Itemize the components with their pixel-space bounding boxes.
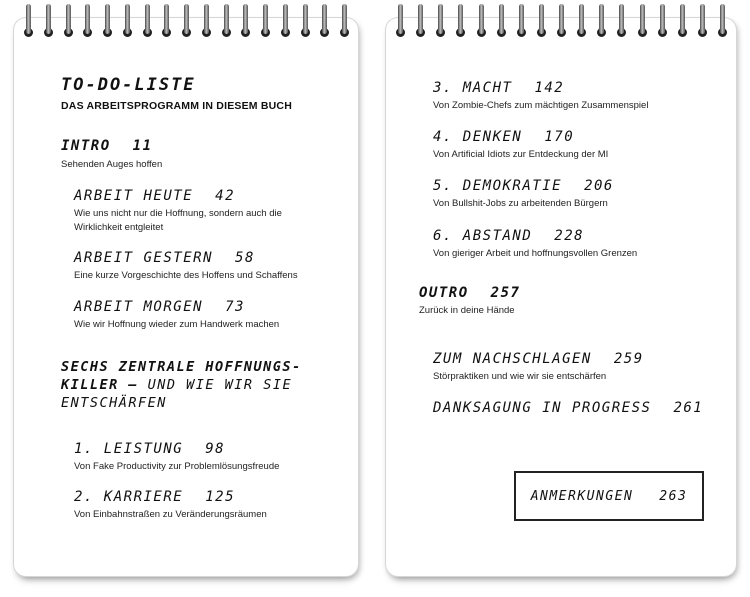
spiral-ring: [162, 4, 171, 38]
left-notepad-page: [14, 18, 358, 576]
page-subtitle: DAS ARBEITSPROGRAMM IN DIESEM BUCH: [61, 100, 293, 112]
killer-label: 5. DEMOKRATIE: [433, 178, 563, 194]
chapter-label: ARBEIT HEUTE: [74, 188, 194, 204]
killer-desc: Von Zombie-Chefs zum mächtigen Zusammenspiel: [433, 100, 649, 111]
spiral-ring: [123, 4, 132, 38]
chapter-heading: [74, 188, 235, 204]
spiral-ring: [617, 4, 626, 38]
killer-desc: Von Einbahnstraßen zu Veränderungsräumen: [74, 509, 267, 520]
killer-desc: Von Bullshit-Jobs zu arbeitenden Bürgern: [433, 198, 608, 209]
spiral-ring: [182, 4, 191, 38]
killer-label: 6. ABSTAND: [433, 228, 533, 244]
danksagung-label: DANKSAGUNG IN PROGRESS: [433, 400, 652, 416]
spiral-ring: [698, 4, 707, 38]
spiral-ring: [718, 4, 727, 38]
spiral-ring: [497, 4, 506, 38]
section-line-2-thin: UND WIE WIR SIE: [138, 377, 293, 393]
chapter-page: 42: [215, 188, 236, 204]
spiral-ring: [24, 4, 33, 38]
spiral-ring: [340, 4, 349, 38]
spiral-ring: [658, 4, 667, 38]
intro-heading: [61, 138, 153, 154]
killer-heading: [433, 80, 564, 96]
killer-desc: Von gieriger Arbeit und hoffnungsvollen Grenzen: [433, 248, 638, 259]
chapter-desc: Wie wir Hoffnung wieder zum Handwerk machen: [74, 319, 280, 330]
outro-label: OUTRO: [419, 285, 469, 301]
section-line-2-bold: KILLER –: [61, 377, 139, 393]
killer-page: 142: [534, 80, 565, 96]
killer-page: 170: [544, 129, 575, 145]
anmerkungen-label: ANMERKUNGEN: [530, 488, 634, 504]
spiral-ring: [396, 4, 405, 38]
killer-page: 206: [584, 178, 614, 194]
spiral-ring: [222, 4, 231, 38]
spiral-ring: [320, 4, 329, 38]
chapter-heading: [74, 250, 255, 266]
section-line-3: ENTSCHÄRFEN: [61, 395, 167, 411]
spiral-ring: [517, 4, 526, 38]
outro-heading: [419, 285, 520, 301]
spiral-ring: [416, 4, 425, 38]
chapter-heading: [74, 299, 245, 315]
page-title: TO-DO-LISTE: [61, 75, 196, 95]
killer-heading: [74, 441, 225, 457]
killer-desc: Von Artificial Idiots zur Entdeckung der MI: [433, 149, 609, 160]
nachschlagen-page: 259: [613, 351, 644, 367]
spiral-ring: [301, 4, 310, 38]
spiral-ring: [638, 4, 647, 38]
spiral-binding: [386, 4, 736, 44]
intro-page: 11: [132, 138, 153, 154]
danksagung-heading: [433, 400, 703, 416]
spiral-ring: [83, 4, 92, 38]
section-heading: [61, 358, 302, 412]
spiral-ring: [64, 4, 73, 38]
chapter-desc: Eine kurze Vorgeschichte des Hoffens und Schaffens: [74, 270, 298, 281]
killer-desc: Von Fake Productivity zur Problemlösungsfreude: [74, 461, 280, 472]
killer-label: 2. KARRIERE: [74, 489, 184, 505]
anmerkungen-box: [514, 471, 704, 521]
spiral-ring: [477, 4, 486, 38]
nachschlagen-desc: Störpraktiken und wie wir sie entschärfen: [433, 371, 607, 382]
outro-page: 257: [490, 285, 521, 301]
intro-desc: Sehenden Auges hoffen: [61, 159, 163, 170]
killer-heading: [433, 129, 574, 145]
spiral-ring: [143, 4, 152, 38]
chapter-label: ARBEIT GESTERN: [74, 250, 214, 266]
spiral-ring: [577, 4, 586, 38]
killer-heading: [433, 178, 614, 194]
spiral-ring: [261, 4, 270, 38]
killer-heading: [74, 489, 235, 505]
spiral-ring: [678, 4, 687, 38]
spiral-ring: [436, 4, 445, 38]
outro-desc: Zurück in deine Hände: [419, 305, 515, 316]
section-line-2: [61, 376, 302, 394]
chapter-desc: Wie uns nicht nur die Hoffnung, sondern auch die Wirklichkeit entgleitet: [74, 208, 282, 233]
killer-label: 4. DENKEN: [433, 129, 523, 145]
nachschlagen-heading: [433, 351, 644, 367]
killer-label: 1. LEISTUNG: [74, 441, 184, 457]
right-notepad-page: [386, 18, 736, 576]
chapter-page: 58: [235, 250, 255, 266]
spiral-ring: [44, 4, 53, 38]
spiral-ring: [557, 4, 566, 38]
nachschlagen-label: ZUM NACHSCHLAGEN: [433, 351, 592, 367]
spiral-binding: [14, 4, 358, 44]
spiral-ring: [241, 4, 250, 38]
spiral-ring: [103, 4, 112, 38]
killer-label: 3. MACHT: [433, 80, 513, 96]
killer-page: 98: [205, 441, 226, 457]
killer-page: 125: [205, 489, 236, 505]
spiral-ring: [202, 4, 211, 38]
killer-heading: [433, 228, 584, 244]
spiral-ring: [537, 4, 546, 38]
spiral-ring: [456, 4, 465, 38]
spiral-ring: [597, 4, 606, 38]
danksagung-page: 261: [673, 400, 704, 416]
chapter-label: ARBEIT MORGEN: [74, 299, 204, 315]
chapter-page: 73: [225, 299, 245, 315]
killer-page: 228: [554, 228, 585, 244]
spiral-ring: [281, 4, 290, 38]
intro-label: INTRO: [61, 138, 111, 154]
section-line-1: SECHS ZENTRALE HOFFNUNGS-: [61, 359, 302, 375]
anmerkungen-page: 263: [659, 488, 688, 504]
